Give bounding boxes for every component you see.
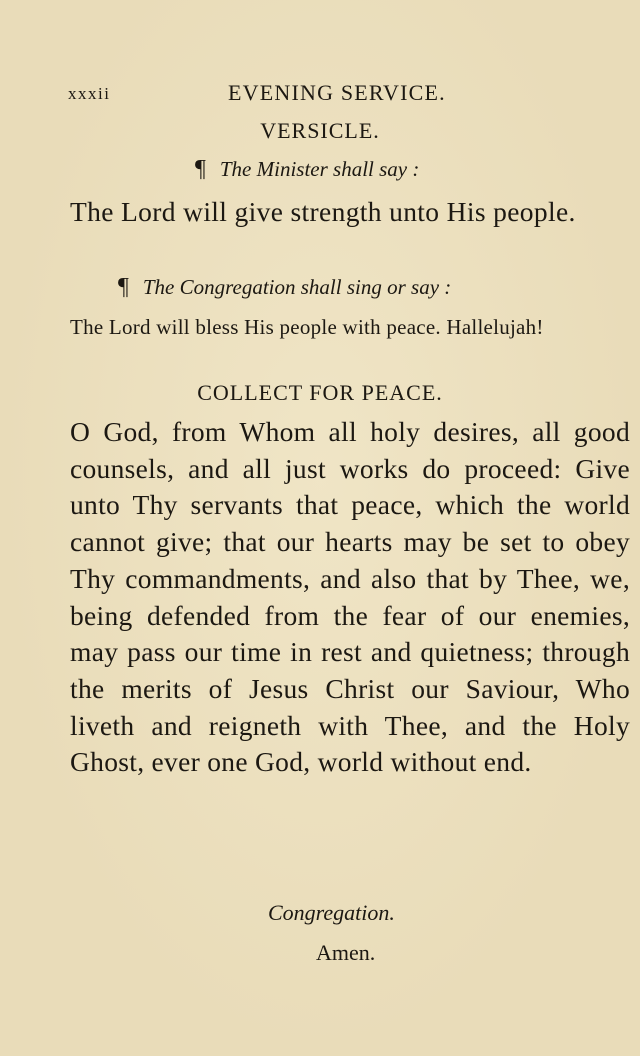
collect-prayer: O God, from Whom all holy desires, all good counsels, and all just works do proceed: Give unto Thy servants that peace, which the world cannot give; that our hearts may be set to obey Thy commandments, and also that by Thee, we, being defended from the fear of our enemies, may pass our time in rest and quietness; through the merits of Jesus Christ our Saviour, Who liveth and reigneth with Thee, and the Holy Ghost, ever one God, world without end. <box>70 416 630 778</box>
page-header <box>68 80 468 108</box>
congregation-rubric-text: The Congregation shall sing or say : <box>142 275 452 299</box>
page-number: xxxii <box>68 84 111 103</box>
minister-rubric-text: The Minister shall say : <box>219 157 420 181</box>
running-head: EVENING SERVICE. <box>228 80 446 105</box>
versicle-heading: VERSICLE. <box>260 118 380 143</box>
pilcrow-icon: ¶ <box>195 156 206 182</box>
collect-heading: COLLECT FOR PEACE. <box>197 380 443 405</box>
minister-versicle: The Lord will give strength unto His people. <box>70 196 576 227</box>
congregation-rubric <box>118 274 451 301</box>
congregation-response: The Lord will bless His people with peace. Hallelujah! <box>70 315 544 339</box>
speaker-label: Congregation. <box>268 900 395 925</box>
amen-response: Amen. <box>316 940 376 965</box>
pilcrow-icon: ¶ <box>118 274 129 300</box>
minister-rubric <box>195 156 419 183</box>
